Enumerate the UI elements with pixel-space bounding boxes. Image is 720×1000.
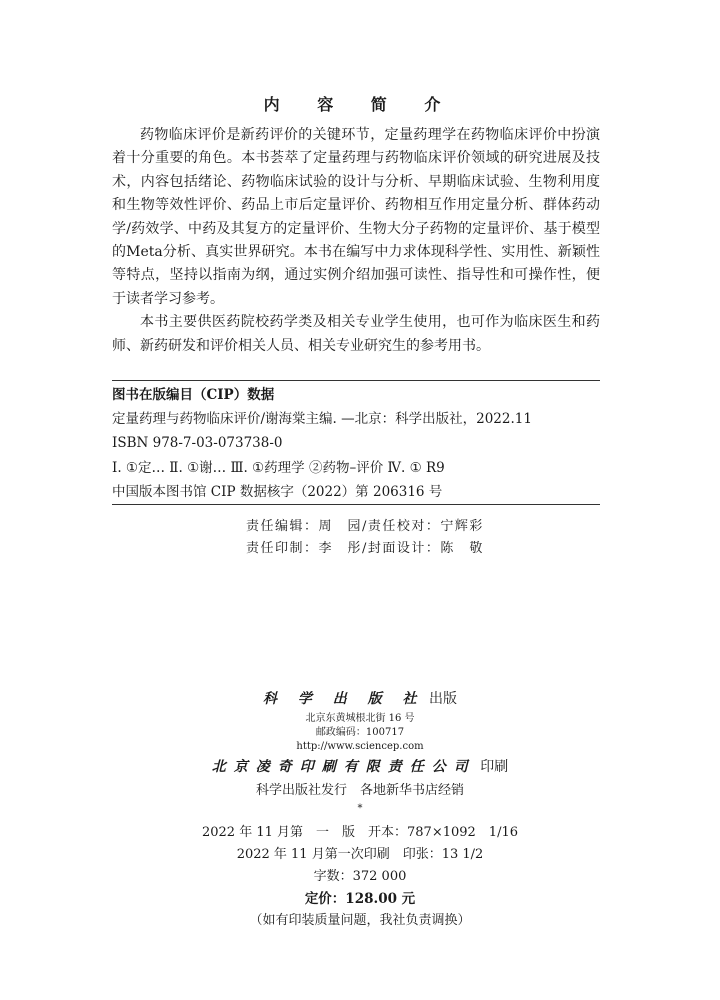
intro-paragraph-2: 本书主要供医药院校药学类及相关专业学生使用，也可作为临床医生和药师、新药研发和评价相关人员、相关专业研究生的参考用书。 [112, 314, 600, 354]
publisher-address: 北京东黄城根北街 16 号 [305, 713, 415, 724]
cip-top-rule [112, 380, 600, 381]
cip-bottom-rule [112, 504, 600, 505]
staff-editors: 责任编辑：周 园/责任校对：宁辉彩 [246, 519, 484, 534]
distribution-line: 科学出版社发行 各地新华书店经销 [255, 783, 464, 798]
publisher-suffix: 出版 [428, 691, 457, 707]
word-count: 字数：372 000 [313, 869, 407, 884]
publisher-line [0, 686, 720, 712]
intro-title: 内 容 简 介 [263, 95, 457, 114]
publisher-name: 科 学 出 版 社 [263, 691, 425, 707]
publication-info [0, 686, 720, 932]
printer-name: 北京凌奇印刷有限责任公司 [211, 759, 476, 775]
publisher-postcode: 邮政编码：100717 [315, 727, 405, 738]
cip-block [112, 380, 600, 505]
staff-printing: 责任印制：李 彤/封面设计：陈 敬 [246, 541, 484, 556]
printer-suffix: 印刷 [480, 759, 509, 775]
cip-classification: Ⅰ. ①定… Ⅱ. ①谢… Ⅲ. ①药理学 ②药物–评价 Ⅳ. ① R9 [112, 460, 445, 476]
staff-credits [0, 516, 720, 560]
cip-record: 定量药理与药物临床评价/谢海棠主编. —北京：科学出版社，2022.11 [112, 411, 532, 427]
printing-line: 2022 年 11 月第一次印刷 印张：13 1/2 [236, 847, 484, 862]
price: 定价：128.00 元 [304, 891, 416, 907]
cip-isbn: ISBN 978-7-03-073738-0 [112, 435, 283, 451]
separator-star: * [357, 803, 363, 814]
cip-heading: 图书在版编目（CIP）数据 [112, 387, 275, 403]
quality-notice: （如有印装质量问题，我社负责调换） [249, 913, 471, 928]
printer-line [0, 754, 720, 780]
intro-text [112, 124, 600, 358]
cip-approval: 中国版本图书馆 CIP 数据核字（2022）第 206316 号 [112, 484, 443, 500]
edition-line: 2022 年 11 月第 一 版 开本：787×1092 1/16 [201, 825, 518, 840]
intro-paragraph-1: 药物临床评价是新药评价的关键环节，定量药理学在药物临床评价中扮演着十分重要的角色。本书荟萃了定量药理与药物临床评价领域的研究进展及技术，内容包括绪论、药物临床试验的设计与分析、早期临床试验、生物利用度和生物等效性评价、药品上市后定量评价、药物相互作用定量分析、群体药动学/药效学、中药及其复方的定量评价、生物大分子药物的定量评价、基于模型的Meta分析、真实世界研究。本书在编写中力求体现科学性、实用性、新颖性等特点，坚持以指南为纲，通过实例介绍加强可读性、指导性和可操作性，便于读者学习参考。 [112, 127, 600, 307]
publisher-website: http://www.sciencep.com [296, 741, 424, 752]
